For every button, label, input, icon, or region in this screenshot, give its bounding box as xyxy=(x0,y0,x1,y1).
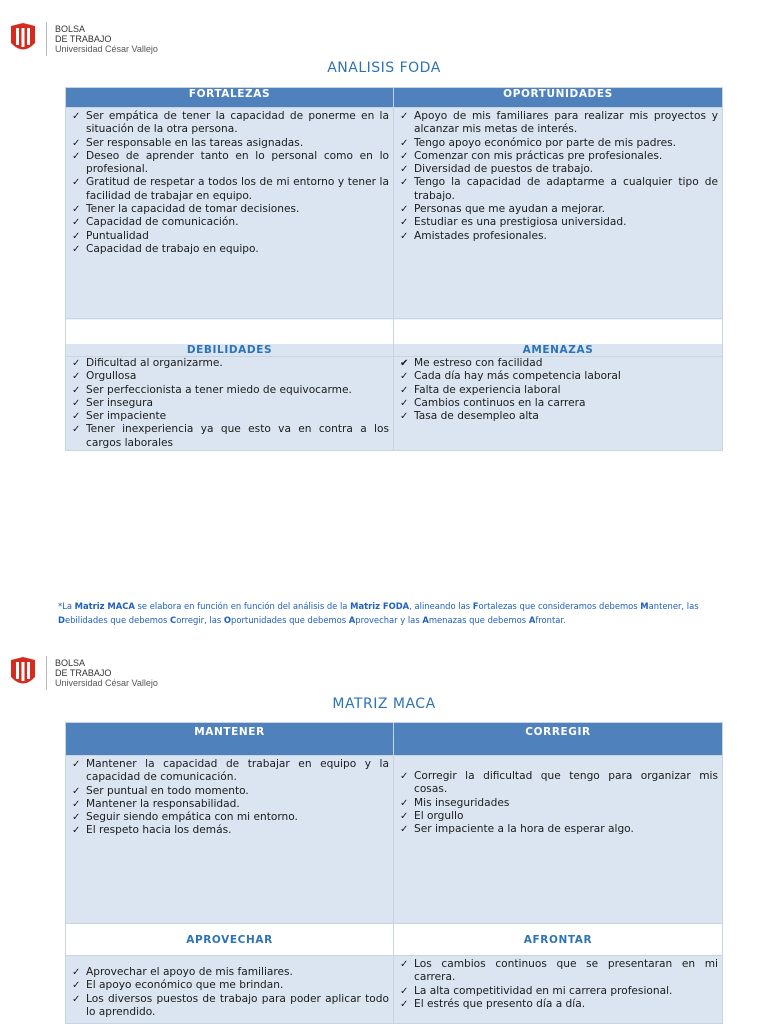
logo-text xyxy=(55,658,158,688)
logo-text xyxy=(55,24,158,54)
list-item: ✓ Corregir la dificultad que tengo para organizar mis cosas. xyxy=(414,770,718,797)
list-item: ✓ Capacidad de comunicación. xyxy=(86,216,389,229)
note-text: orregir, las xyxy=(176,614,224,625)
list-item: ✓ Tengo la capacidad de adaptarme a cualquier tipo de trabajo. xyxy=(414,176,718,203)
mantener-list xyxy=(66,756,393,838)
note-keyword: Matriz MACA xyxy=(74,601,135,611)
aprovechar-header-label: APROVECHAR xyxy=(186,933,273,946)
logo-line-1: BOLSA xyxy=(55,658,86,668)
note-text: menazas que debemos xyxy=(428,614,529,625)
debilidades-header xyxy=(66,319,394,357)
note-text: provechar y las xyxy=(355,614,423,625)
list-item: ✓ Los diversos puestos de trabajo para poder aplicar todo lo aprendido. xyxy=(86,993,389,1020)
maca-title: MATRIZ MACA xyxy=(332,696,436,712)
list-item: ✓ Ser impaciente xyxy=(86,410,389,423)
note-text: ortalezas que consideramos debemos xyxy=(478,601,641,611)
note-text: portunidades que debemos xyxy=(231,614,349,625)
afrontar-header-label: AFRONTAR xyxy=(523,933,593,946)
list-item: ✓ Tener inexperiencia ya que esto va en contra a los cargos laborales xyxy=(86,423,389,450)
list-item: ✓ Capacidad de trabajo en equipo. xyxy=(86,243,389,256)
logo-line-1: BOLSA xyxy=(55,24,86,34)
note-keyword: O xyxy=(223,614,232,625)
note-text: frontar. xyxy=(535,614,566,625)
list-item: ✓ Los cambios continuos que se presentaran en mi carrera. xyxy=(414,958,718,985)
list-item: ✓ Mis inseguridades xyxy=(414,797,718,810)
debilidades-list xyxy=(66,357,393,450)
fortalezas-cell xyxy=(66,108,394,319)
logo-line-3: Universidad César Vallejo xyxy=(55,678,158,688)
list-item: ✓ Falta de experiencia laboral xyxy=(414,384,718,397)
list-item: ✓ Tener la capacidad de tomar decisiones. xyxy=(86,203,389,216)
corregir-cell xyxy=(394,756,723,924)
list-item: ✓ El apoyo económico que me brindan. xyxy=(86,979,389,992)
oportunidades-list xyxy=(394,108,722,243)
afrontar-list xyxy=(394,956,722,1011)
amenazas-header-label: AMENAZAS xyxy=(522,344,594,356)
list-item: ✓ Gratitud de respetar a todos los de mi entorno y tener la facilidad de trabajar en equipo. xyxy=(86,176,389,203)
oportunidades-header: OPORTUNIDADES xyxy=(394,88,723,108)
list-item: ✓ Seguir siendo empática con mi entorno. xyxy=(86,811,389,824)
list-item: ✓ Deseo de aprender tanto en lo personal como en lo profesional. xyxy=(86,150,389,177)
list-item: ✓ Personas que me ayudan a mejorar. xyxy=(414,203,718,216)
ucv-logo xyxy=(10,656,158,690)
aprovechar-cell xyxy=(66,956,394,1024)
note-text: , alineando las xyxy=(409,601,473,611)
corregir-header: CORREGIR xyxy=(394,723,723,756)
list-item: ✓ Ser impaciente a la hora de esperar algo. xyxy=(414,823,718,836)
maca-table xyxy=(65,722,723,1024)
fortalezas-list xyxy=(66,108,393,256)
list-item: ✓ Orgullosa xyxy=(86,370,389,383)
mantener-cell xyxy=(66,756,394,924)
list-item: ✓ El orgullo xyxy=(414,810,718,823)
debilidades-header-label: DEBILIDADES xyxy=(186,344,273,356)
list-item: ✓ Apoyo de mis familiares para realizar mis proyectos y alcanzar mis metas de interés. xyxy=(414,110,718,137)
list-item: ✔ Me estreso con facilidad xyxy=(414,357,718,370)
list-item: ✓ Comenzar con mis prácticas pre profesionales. xyxy=(414,150,718,163)
list-item: ✓ Dificultad al organizarme. xyxy=(86,357,389,370)
list-item: ✓ Aprovechar el apoyo de mis familiares. xyxy=(86,966,389,979)
foda-title: ANALISIS FODA xyxy=(327,60,441,76)
list-item: ✓ La alta competitividad en mi carrera profesional. xyxy=(414,985,718,998)
oportunidades-cell xyxy=(394,108,723,319)
note-keyword: C xyxy=(170,614,177,625)
note-text: antener, las xyxy=(648,601,699,611)
note-keyword: A xyxy=(348,614,356,625)
ucv-logo xyxy=(10,22,158,56)
list-item: ✓ Diversidad de puestos de trabajo. xyxy=(414,163,718,176)
fortalezas-header: FORTALEZAS xyxy=(66,88,394,108)
afrontar-cell xyxy=(394,956,723,1024)
mantener-header: MANTENER xyxy=(66,723,394,756)
list-item: ✓ Tengo apoyo económico por parte de mis padres. xyxy=(414,137,718,150)
note-text: ebilidades que debemos xyxy=(64,614,171,625)
list-item: ✓ El respeto hacia los demás. xyxy=(86,824,389,837)
amenazas-list xyxy=(394,357,722,423)
maca-note xyxy=(58,600,718,627)
note-keyword: A xyxy=(422,614,429,625)
afrontar-header xyxy=(394,924,723,956)
list-item: ✓ Cambios continuos en la carrera xyxy=(414,397,718,410)
ucv-shield-icon xyxy=(10,657,36,689)
note-text: *La xyxy=(58,601,75,611)
list-item: ✓ Mantener la responsabilidad. xyxy=(86,798,389,811)
amenazas-cell xyxy=(394,357,723,451)
aprovechar-list xyxy=(66,956,393,1019)
list-item: ✓ Tasa de desempleo alta xyxy=(414,410,718,423)
list-item: ✓ El estrés que presento día a día. xyxy=(414,998,718,1011)
logo-line-2: DE TRABAJO xyxy=(55,668,112,678)
ucv-shield-icon xyxy=(10,23,36,55)
logo-line-3: Universidad César Vallejo xyxy=(55,44,158,54)
logo-line-2: DE TRABAJO xyxy=(55,34,112,44)
list-item: ✓ Estudiar es una prestigiosa universidad. xyxy=(414,216,718,229)
note-keyword: F xyxy=(472,601,479,611)
logo-divider xyxy=(46,22,47,56)
list-item: ✓ Cada día hay más competencia laboral xyxy=(414,370,718,383)
list-item: ✓ Ser insegura xyxy=(86,397,389,410)
list-item: ✓ Ser responsable en las tareas asignadas. xyxy=(86,137,389,150)
aprovechar-header xyxy=(66,924,394,956)
list-item: ✓ Puntualidad xyxy=(86,230,389,243)
note-keyword: Matriz FODA xyxy=(350,601,410,611)
list-item: ✓ Ser perfeccionista a tener miedo de equivocarme. xyxy=(86,384,389,397)
list-item: ✓ Ser puntual en todo momento. xyxy=(86,785,389,798)
debilidades-cell xyxy=(66,357,394,451)
list-item: ✓ Amistades profesionales. xyxy=(414,230,718,243)
note-keyword: M xyxy=(640,601,649,611)
corregir-list xyxy=(394,756,722,836)
list-item: ✓ Ser empática de tener la capacidad de ponerme en la situación de la otra persona. xyxy=(86,110,389,137)
list-item: ✓ Mantener la capacidad de trabajar en equipo y la capacidad de comunicación. xyxy=(86,758,389,785)
foda-table xyxy=(65,87,723,451)
note-text: se elabora en función en función del análisis de la xyxy=(134,601,351,611)
note-keyword: A xyxy=(528,614,536,625)
note-keyword: D xyxy=(58,614,65,625)
amenazas-header xyxy=(394,319,723,357)
logo-divider xyxy=(46,656,47,690)
